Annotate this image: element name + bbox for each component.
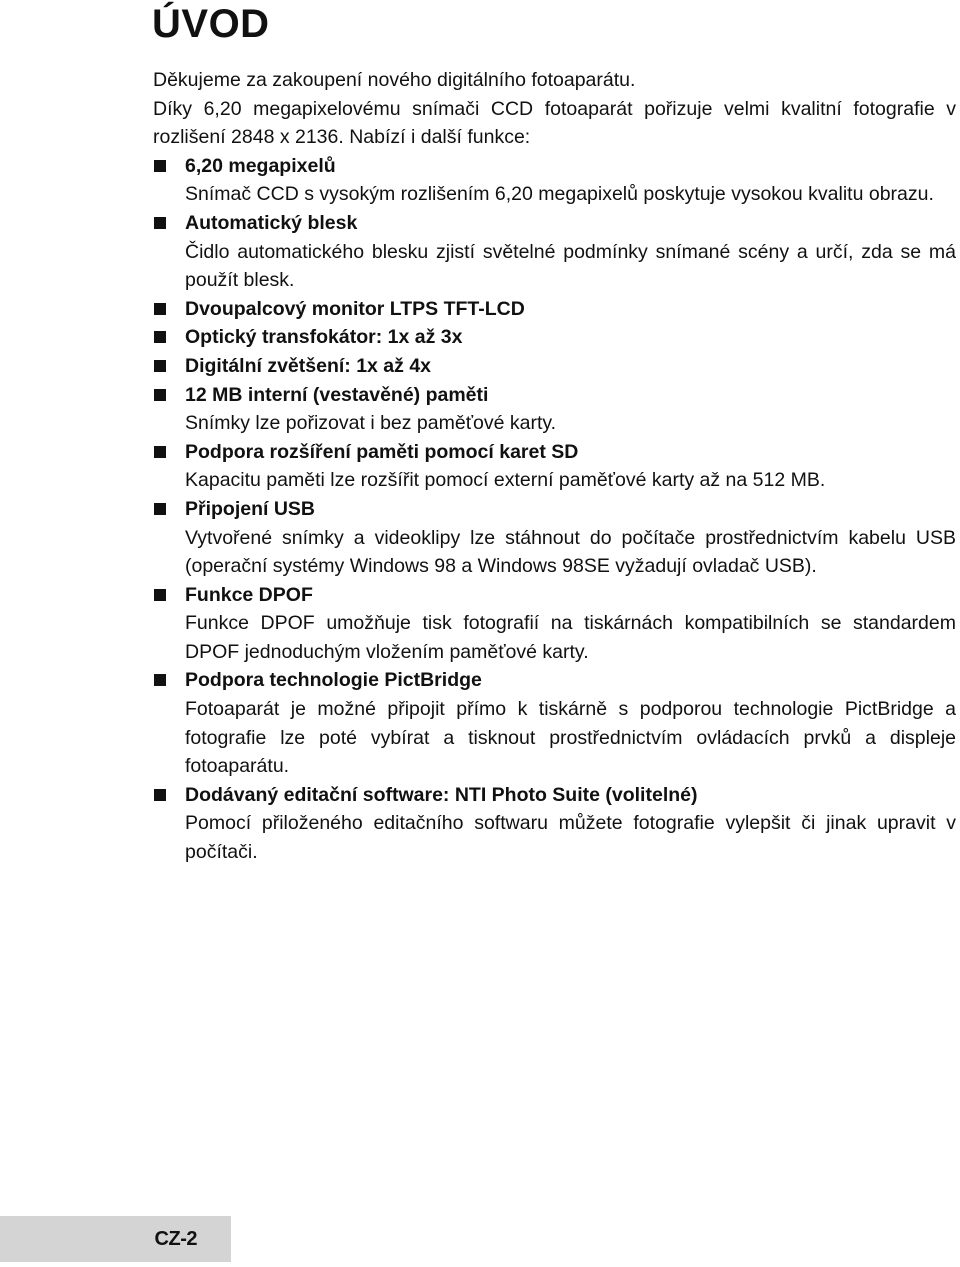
list-item	[153, 381, 956, 438]
page-number: CZ-2	[154, 1228, 197, 1250]
feature-title: Optický transfokátor: 1x až 3x	[185, 326, 463, 349]
square-bullet-icon	[154, 674, 166, 686]
intro-line: Díky 6,20 megapixelovému snímači CCD fotoaparát pořizuje velmi kvalitní fotografie v rozlišení 2848 x 2136. Nabízí i další funkce:	[153, 97, 956, 149]
feature-description: Snímky lze pořizovat i bez paměťové karty.	[185, 412, 557, 435]
list-item	[153, 581, 956, 667]
feature-description: Pomocí přiloženého editačního softwaru můžete fotografie vylepšit či jinak upravit v počítači.	[185, 812, 956, 864]
square-bullet-icon	[154, 589, 166, 601]
feature-description: Vytvořené snímky a videoklipy lze stáhnout do počítače prostřednictvím kabelu USB (operační systémy Windows 98 a Windows 98SE vyžadují ovladač USB).	[185, 526, 956, 578]
feature-description: Kapacitu paměti lze rozšířit pomocí externí paměťové karty až na 512 MB.	[185, 469, 826, 492]
square-bullet-icon	[154, 160, 166, 172]
feature-title: Funkce DPOF	[185, 583, 313, 606]
square-bullet-icon	[154, 360, 166, 372]
feature-title: Podpora technologie PictBridge	[185, 669, 482, 692]
list-item	[153, 495, 956, 581]
list-item	[153, 295, 956, 324]
intro-line: Děkujeme za zakoupení nového digitálního fotoaparátu.	[153, 69, 636, 91]
feature-title: Automatický blesk	[185, 211, 358, 234]
page-title: ÚVOD	[152, 2, 270, 46]
list-item	[153, 323, 956, 352]
list-item	[153, 209, 956, 295]
feature-description: Fotoaparát je možné připojit přímo k tiskárně s podporou technologie PictBridge a fotografie lze poté vybírat a tisknout prostřednictvím ovládacích prvků a displeje fotoaparátu.	[185, 698, 956, 778]
feature-title: Dodávaný editační software: NTI Photo Suite (volitelné)	[185, 783, 698, 806]
square-bullet-icon	[154, 503, 166, 515]
intro	[153, 66, 956, 152]
feature-title: Dvoupalcový monitor LTPS TFT-LCD	[185, 297, 525, 320]
feature-description: Snímač CCD s vysokým rozlišením 6,20 megapixelů poskytuje vysokou kvalitu obrazu.	[185, 183, 934, 206]
feature-title: Připojení USB	[185, 497, 316, 520]
feature-description: Funkce DPOF umožňuje tisk fotografií na tiskárnách kompatibilních se standardem DPOF jednoduchým vložením paměťové karty.	[185, 612, 956, 663]
square-bullet-icon	[154, 217, 166, 229]
feature-title: Podpora rozšíření paměti pomocí karet SD	[185, 440, 579, 463]
feature-title: 6,20 megapixelů	[185, 154, 336, 177]
feature-title: Digitální zvětšení: 1x až 4x	[185, 354, 432, 377]
list-item	[153, 666, 956, 780]
page-footer	[0, 1216, 231, 1262]
feature-list	[153, 152, 956, 867]
square-bullet-icon	[154, 303, 166, 315]
document-body	[153, 66, 956, 867]
square-bullet-icon	[154, 389, 166, 401]
list-item	[153, 152, 956, 209]
square-bullet-icon	[154, 331, 166, 343]
list-item	[153, 352, 956, 381]
feature-title: 12 MB interní (vestavěné) paměti	[185, 383, 489, 406]
list-item	[153, 781, 956, 867]
square-bullet-icon	[154, 789, 166, 801]
feature-description: Čidlo automatického blesku zjistí světelné podmínky snímané scény a určí, zda se má použít blesk.	[185, 240, 956, 292]
list-item	[153, 438, 956, 495]
square-bullet-icon	[154, 446, 166, 458]
